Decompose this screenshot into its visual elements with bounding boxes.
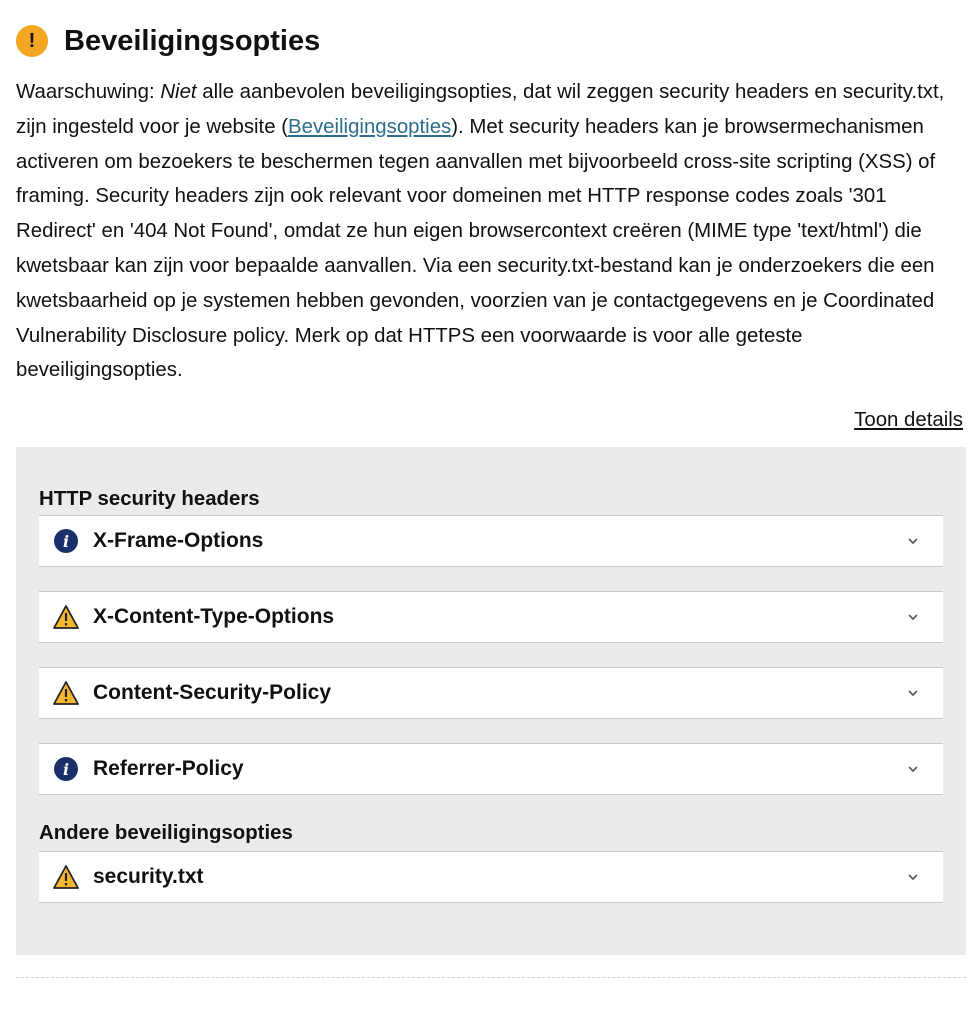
item-label: Referrer-Policy <box>93 756 244 780</box>
chevron-down-icon[interactable] <box>907 535 919 547</box>
intro-text-2: ). Met security headers kan je browsermechanismen activeren om bezoekers te beschermen tegen aanvallen met bijvoorbeeld cross-site scripting (XSS) of framing. Security headers zijn ook relevant voor domeinen met HTTP response codes zoals '301 Redirect' en '404 Not Found', omdat ze hun eigen browsercontext creëren (MIME type 'text/html') die kwetsbaar kan zijn voor bepaalde aanvallen. Via een security.txt-bestand kan je onderzoekers die een kwetsbaarheid op je systemen hebben gevonden, voorzien van je contactgegevens en je Coordinated Vulnerability Disclosure policy. Merk op dat HTTPS een voorwaarde is voor alle geteste beveiligingsopties. <box>16 115 936 382</box>
group-http-headers <box>39 483 943 795</box>
show-details-link[interactable]: Toon details <box>854 408 963 431</box>
warning-circle-icon: ! <box>16 25 48 57</box>
security-options-link[interactable]: Beveiligingsopties <box>288 115 452 138</box>
intro-lead: Waarschuwing: <box>16 81 161 103</box>
section-title: Beveiligingsopties <box>64 24 321 57</box>
result-item-content-security-policy[interactable] <box>39 667 943 719</box>
chevron-down-icon[interactable] <box>907 763 919 775</box>
result-item-x-frame-options[interactable] <box>39 515 943 567</box>
intro-text-1: alle aanbevolen beveiligingsopties, dat wil zeggen security headers en security.txt, zijn ingesteld voor je website ( <box>16 81 945 138</box>
details-row <box>16 409 963 441</box>
group-title: HTTP security headers <box>39 487 260 510</box>
divider <box>16 977 966 978</box>
info-icon <box>53 756 79 782</box>
chevron-down-icon[interactable] <box>907 687 919 699</box>
result-item-security-txt[interactable] <box>39 851 943 903</box>
group-other-options <box>39 817 943 903</box>
intro-emphasis: Niet <box>160 81 197 103</box>
svg-text:i: i <box>62 759 70 779</box>
item-label: Content-Security-Policy <box>93 680 332 704</box>
result-item-referrer-policy[interactable] <box>39 743 943 795</box>
warning-triangle-icon <box>53 604 79 630</box>
chevron-down-icon[interactable] <box>907 871 919 883</box>
section-header <box>16 20 963 62</box>
warning-triangle-icon <box>53 680 79 706</box>
chevron-down-icon[interactable] <box>907 611 919 623</box>
svg-text:i: i <box>62 531 70 551</box>
group-title: Andere beveiligingsopties <box>39 821 293 844</box>
item-label: security.txt <box>93 864 204 888</box>
intro-paragraph <box>16 75 963 388</box>
result-item-x-content-type-options[interactable] <box>39 591 943 643</box>
item-label: X-Frame-Options <box>93 528 264 552</box>
info-icon <box>53 528 79 554</box>
item-label: X-Content-Type-Options <box>93 604 335 628</box>
warning-triangle-icon <box>53 864 79 890</box>
results-panel <box>16 447 966 955</box>
